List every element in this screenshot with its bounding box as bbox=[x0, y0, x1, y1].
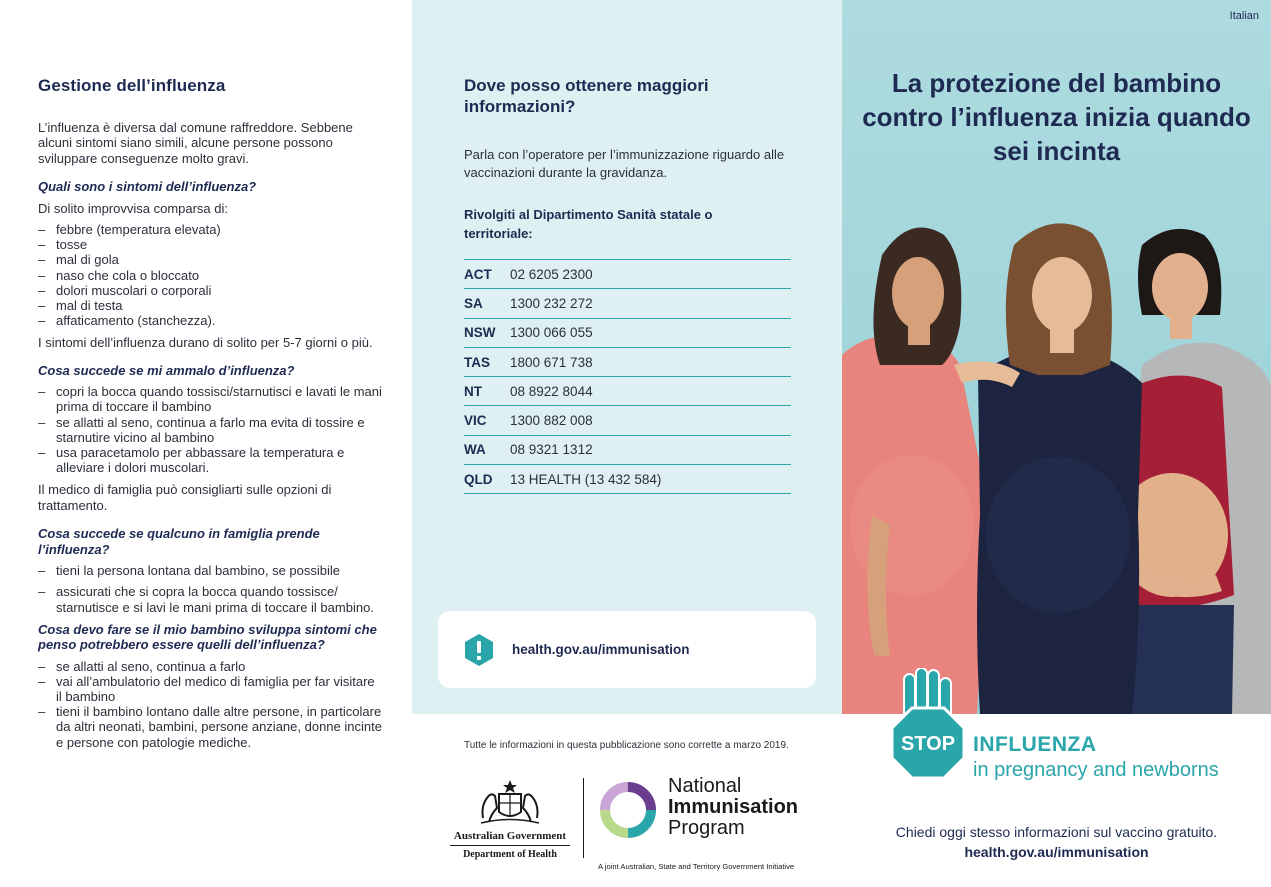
list-item: – vai all’ambulatorio del medico di famiglia per far visitare il bambino bbox=[38, 674, 382, 704]
more-info-title: Dove posso ottenere maggiori informazioni? bbox=[464, 76, 709, 116]
list-item: – tieni la persona lontana dal bambino, se possibile bbox=[38, 563, 382, 578]
department-name: Department of Health bbox=[463, 849, 557, 860]
disclaimer-text: Tutte le informazioni in questa pubblicazione sono corrette a marzo 2019. bbox=[464, 740, 789, 751]
list-item: – tieni il bambino lontano dalle altre persone, in particolare da altri neonati, bambini, persone anziane, donne incinte e persone con patologie mediche. bbox=[38, 704, 382, 750]
table-row bbox=[464, 436, 791, 465]
australian-government-logo bbox=[450, 778, 570, 874]
phone-number[interactable]: 1300 066 055 bbox=[510, 325, 593, 341]
state-code: ACT bbox=[464, 266, 492, 282]
contact-heading: Rivolgiti al Dipartimento Sanità statale o territoriale: bbox=[464, 207, 713, 241]
list-item: – tosse bbox=[38, 237, 382, 252]
cover-photo-area bbox=[842, 0, 1271, 714]
cover-title: La protezione del bambino contro l’influenza inizia quando sei incinta bbox=[862, 68, 1251, 166]
list-item: – se allatti al seno, continua a farlo ma evita di tossire e starnutire vicino al bambino bbox=[38, 415, 382, 445]
talk-paragraph: Parla con l’operatore per l’immunizzazione riguardo alle vaccinazioni durante la gravidanza. bbox=[464, 147, 785, 180]
table-row bbox=[464, 319, 791, 348]
symptoms-question: Quali sono i sintomi dell’influenza? bbox=[38, 179, 257, 195]
more-info-panel bbox=[412, 0, 842, 887]
baby-list bbox=[38, 659, 382, 750]
stop-label: STOP bbox=[900, 733, 956, 755]
cover-panel bbox=[842, 0, 1271, 887]
list-item: – assicurati che si copra la bocca quando tossisce/ starnutisce e si lavi le mani prima di toccare il bambino. bbox=[38, 584, 382, 614]
intro-paragraph: L’influenza è diversa dal comune raffreddore. Sebbene alcuni sintomi siano simili, alcune persone possono sviluppare conseguenze molto gravi. bbox=[38, 120, 353, 166]
table-row bbox=[464, 348, 791, 377]
alert-hexagon-icon bbox=[464, 634, 494, 666]
state-code: NSW bbox=[464, 325, 496, 341]
call-to-action bbox=[842, 822, 1271, 862]
cta-text: Chiedi oggi stesso informazioni sul vaccino gratuito. bbox=[895, 824, 1218, 840]
brand-line-2: in pregnancy and newborns bbox=[973, 759, 1219, 781]
list-item: – naso che cola o bloccato bbox=[38, 268, 382, 283]
table-row bbox=[464, 406, 791, 435]
state-code: TAS bbox=[464, 354, 490, 370]
table-row bbox=[464, 465, 791, 494]
list-item: – febbre (temperatura elevata) bbox=[38, 222, 382, 237]
campaign-brand bbox=[973, 732, 1219, 782]
nip-line-3: Program bbox=[668, 817, 745, 839]
state-code: SA bbox=[464, 295, 483, 311]
phone-number[interactable]: 08 8922 8044 bbox=[510, 383, 593, 399]
nip-logo bbox=[598, 775, 828, 871]
logo-divider-line bbox=[450, 845, 570, 846]
publisher-footer bbox=[412, 714, 842, 887]
phone-number[interactable]: 08 9321 1312 bbox=[510, 442, 593, 458]
pregnant-women-photo bbox=[842, 215, 1271, 714]
duration-paragraph: I sintomi dell’influenza durano di solito per 5-7 giorni o più. bbox=[38, 335, 373, 351]
phone-number[interactable]: 1300 882 008 bbox=[510, 413, 593, 429]
campaign-footer bbox=[842, 714, 1271, 887]
symptoms-list bbox=[38, 222, 382, 328]
phone-table bbox=[464, 259, 791, 494]
doctor-paragraph: Il medico di famiglia può consigliarti sulle opzioni di trattamento. bbox=[38, 482, 332, 513]
language-label: Italian bbox=[1229, 10, 1259, 22]
cta-link[interactable]: health.gov.au/immunisation bbox=[964, 844, 1149, 860]
phone-number[interactable]: 1800 671 738 bbox=[510, 354, 593, 370]
list-item: – usa paracetamolo per abbassare la temperatura e alleviare i dolori muscolari. bbox=[38, 445, 382, 475]
list-item: – dolori muscolari o corporali bbox=[38, 283, 382, 298]
logo-divider bbox=[583, 778, 584, 858]
table-row bbox=[464, 260, 791, 289]
stop-hand-icon bbox=[890, 668, 966, 780]
flu-management-panel bbox=[0, 0, 412, 887]
symptoms-lead: Di solito improvvisa comparsa di: bbox=[38, 200, 229, 216]
family-question: Cosa succede se qualcuno in famiglia prende l’influenza? bbox=[38, 526, 320, 557]
nip-ring-icon bbox=[598, 780, 658, 840]
state-code: WA bbox=[464, 442, 486, 458]
list-item: – copri la bocca quando tossisci/starnutisci e lavati le mani prima di toccare il bambino bbox=[38, 384, 382, 414]
list-item: – mal di gola bbox=[38, 252, 382, 267]
family-list bbox=[38, 563, 382, 615]
nip-wordmark bbox=[668, 776, 798, 838]
section-title: Gestione dell’influenza bbox=[38, 76, 226, 95]
brand-line-1: INFLUENZA bbox=[973, 733, 1097, 756]
nip-tagline: A joint Australian, State and Territory Government Initiative bbox=[598, 862, 795, 871]
more-info-box bbox=[412, 0, 842, 714]
phone-number[interactable]: 1300 232 272 bbox=[510, 295, 593, 311]
table-row bbox=[464, 289, 791, 318]
coat-of-arms-icon bbox=[477, 778, 543, 826]
state-code: NT bbox=[464, 383, 482, 399]
list-item: – affaticamento (stanchezza). bbox=[38, 313, 382, 328]
phone-number[interactable]: 13 HEALTH (13 432 584) bbox=[510, 471, 662, 487]
government-name: Australian Government bbox=[453, 830, 567, 842]
table-row bbox=[464, 377, 791, 406]
website-link[interactable]: health.gov.au/immunisation bbox=[512, 642, 690, 657]
sick-question: Cosa succede se mi ammalo d’influenza? bbox=[38, 362, 295, 378]
sick-list bbox=[38, 384, 382, 475]
baby-question: Cosa devo fare se il mio bambino sviluppa sintomi che penso potrebbero essere quelli dell’influenza? bbox=[38, 621, 377, 653]
phone-number[interactable]: 02 6205 2300 bbox=[510, 266, 593, 282]
list-item: – mal di testa bbox=[38, 298, 382, 313]
website-card bbox=[438, 611, 816, 688]
state-code: VIC bbox=[464, 413, 487, 429]
state-code: QLD bbox=[464, 471, 493, 487]
nip-line-2: Immunisation bbox=[668, 796, 799, 818]
list-item: – se allatti al seno, continua a farlo bbox=[38, 659, 382, 674]
nip-line-1: National bbox=[668, 775, 742, 797]
